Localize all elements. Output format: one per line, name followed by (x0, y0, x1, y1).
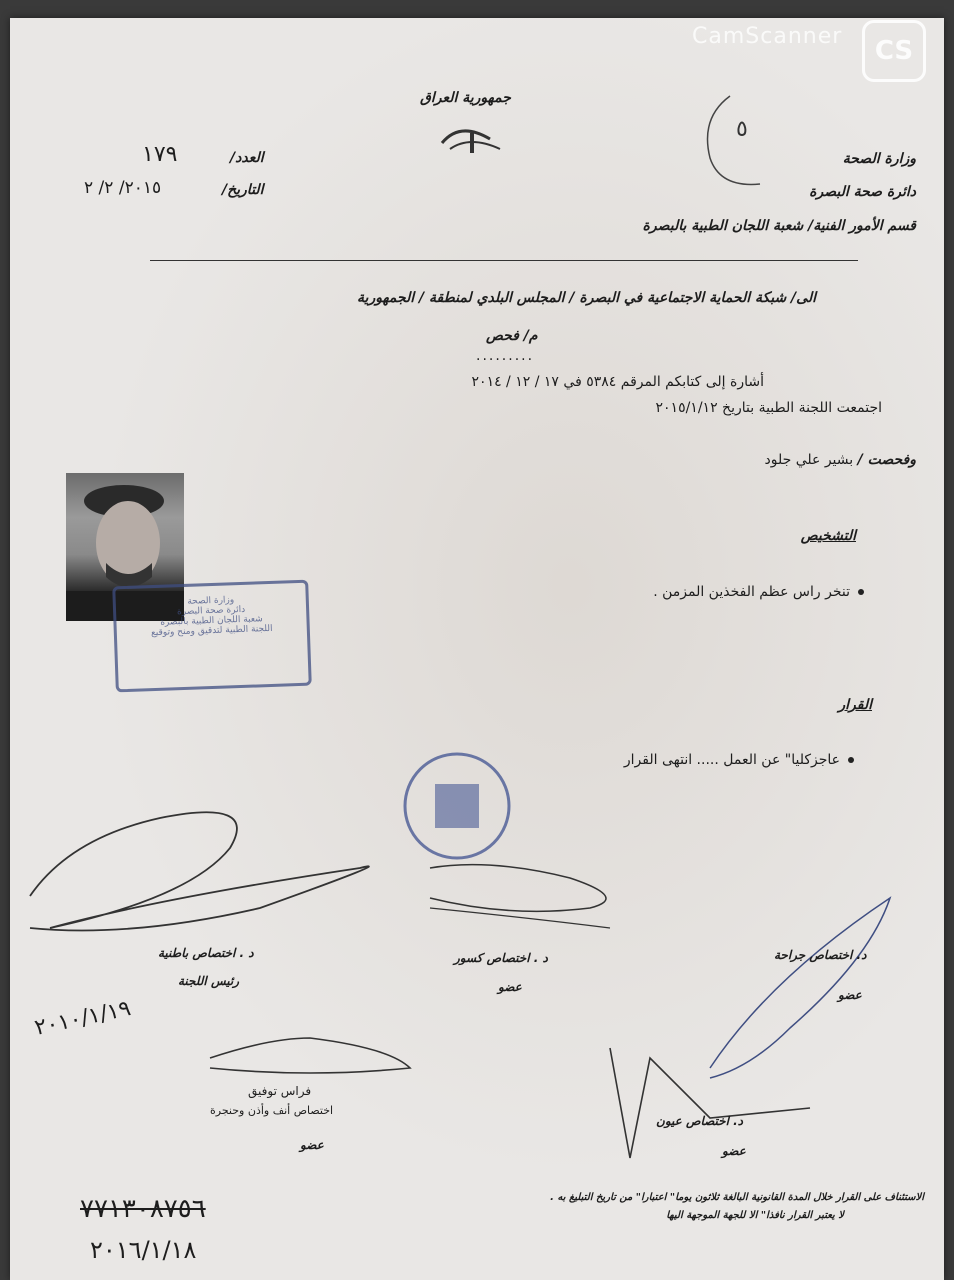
watermark-brand: CamScanner (692, 24, 843, 49)
diagnosis-text: تنخر راس عظم الفخذين المزمن . (653, 584, 850, 600)
bullet-icon (858, 589, 864, 595)
svg-text:٥: ٥ (736, 117, 748, 142)
sig-internal-role: رئيس اللجنة (178, 974, 239, 988)
examined-row (765, 452, 916, 468)
stamp-line-3: شعبة اللجان الطبية بالبصرة (160, 614, 263, 628)
circled-mark-icon (690, 88, 790, 198)
recipient-line: الى/ شبكة الحماية الاجتماعية في البصرة / المجلس البلدي لمنطقة / الجمهورية (357, 290, 816, 306)
camscanner-logo-icon: CS (862, 20, 926, 82)
sig-surgery-role: عضو (838, 988, 862, 1002)
round-stamp-icon (395, 746, 525, 866)
decision-title: القرار (838, 697, 872, 713)
stamp-line-4: اللجنة الطبية لتدقيق ومنح وتوقيع (150, 623, 273, 639)
sig-ent-role: عضو (300, 1138, 324, 1152)
sig-internal-title: د . اختصاص باطنية (158, 946, 254, 960)
subject-dots: ......... (476, 348, 535, 364)
decision-item (624, 752, 854, 768)
diagnosis-title: التشخيص (800, 528, 856, 544)
ministry-name: وزارة الصحة (842, 151, 916, 167)
document-page (10, 18, 944, 1280)
sig-ent-name: فراس توفيق (248, 1084, 312, 1098)
sig-fractures-role: عضو (498, 980, 522, 994)
department-name: قسم الأمور الفنية/ شعبة اللجان الطبية بالبصرة (642, 218, 916, 234)
subject-line: م/ فحص (486, 328, 538, 344)
sig-ophthalmology-title: د. اختصاص عيون (656, 1114, 743, 1128)
republic-header: جمهورية العراق (420, 90, 511, 106)
decision-text: عاجزكليا" عن العمل ..... انتهى القرار (623, 752, 840, 768)
examined-name: بشير علي جلود (764, 452, 854, 468)
sig-surgery-title: د. اختصاص جراحة (774, 948, 867, 962)
stamp-line-1: وزارة الصحة (187, 595, 235, 607)
sig-ophthalmology-role: عضو (722, 1144, 746, 1158)
meeting-line: اجتمعت اللجنة الطبية بتاريخ ٢٠١٥/١/١٢ (655, 400, 882, 416)
sig-fractures-title: د . اختصاص كسور (454, 951, 548, 965)
bullet-icon (848, 757, 854, 763)
directorate-name: دائرة صحة البصرة (809, 184, 916, 200)
header-divider (150, 260, 858, 261)
number-value: ١٧٩ (142, 142, 178, 167)
sig-ent-title: اختصاص أنف وأذن وحنجرة (210, 1104, 334, 1117)
handwritten-date: ٢٠١٠/١/١٩ (32, 996, 134, 1041)
examined-label: وفحصت / (857, 452, 916, 468)
reference-line: أشارة إلى كتابكم المرقم ٥٣٨٤ في ١٧ / ١٢ / ٢٠١٤ (471, 374, 764, 390)
handwritten-number: ٧٧١٣٠٨٧٥٦ (80, 1194, 206, 1224)
date-label: التاريخ/ (222, 182, 264, 198)
handwritten-date-2: ٢٠١٦/١/١٨ (90, 1236, 197, 1264)
committee-stamp (112, 580, 312, 693)
date-value: ٢٠١٥/ ٢/ ٢ (84, 178, 162, 198)
ministry-emblem-icon (430, 113, 510, 163)
footer-note-1: الاستئناف على القرار خلال المدة القانونية البالغة ثلاثون يوما" اعتبارا" من تاريخ التبليغ به . (550, 1192, 924, 1203)
stamp-line-2: دائرة صحة البصرة (176, 604, 246, 618)
footer-note-2: لا يعتبر القرار نافذا" الا للجهة الموجهة اليها (666, 1210, 844, 1221)
number-label: العدد/ (230, 150, 264, 166)
diagnosis-item (653, 584, 864, 600)
